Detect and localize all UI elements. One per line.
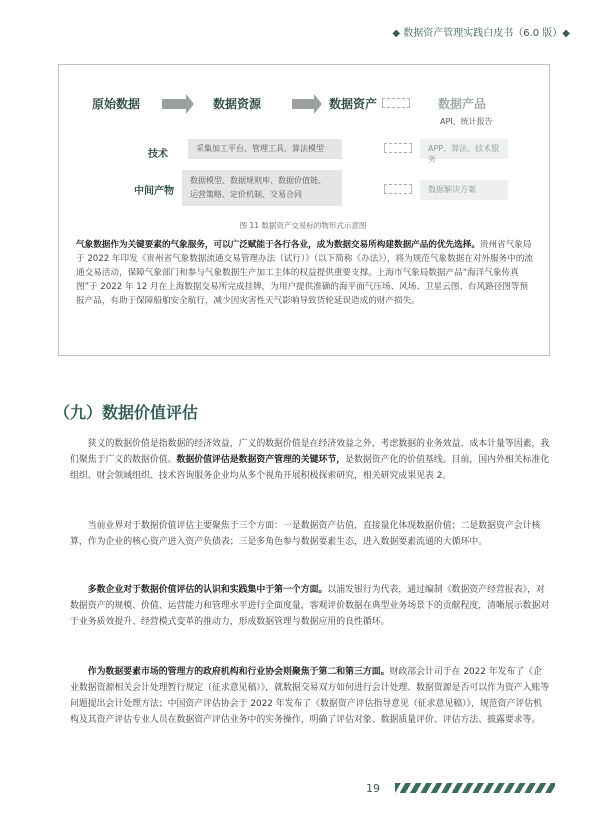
tech-product: APP、算法、技术服务 <box>420 139 508 159</box>
paragraph-4-body: 财政部会计司于在 2022 年发布了《企业数据资源相关会计处理暂行规定（征求意见稿）》，就数据交易双方如何进行会计处理、数据资源是否可以作为资产入账等问题提出会计处理方法；中国资产评估协会于 2022 年发布了《数据资产评估指导意见（征求意见稿）》，规范资产评估机构及其资产评估专业人员在数据资产评估业务中的实务操作，明确了评估对象、数据质量评价、评估方法、披露要求等。 <box>70 667 550 725</box>
intermediate-items-line-1: 数据模型、数据规则库、数据价值链、 <box>190 176 326 185</box>
stage-data-resource: 数据资源 <box>213 97 262 111</box>
paragraph-4-bold: 作为数据要素市场的管理方的政府机构和行业协会则聚焦于第二和第三方面。 <box>87 667 390 677</box>
tech-items: 采集加工平台、管理工具、算法模型 <box>188 139 342 159</box>
intermediate-items-line-2: 运营策略、定价机制、交易合同 <box>190 190 302 199</box>
figure-caption: 图 11 数据资产交易标的物形式示意图 <box>239 221 367 230</box>
paragraph-3-body: 以浦发银行为代表，通过编制《数据资产经营报表》，对数据资产的规模、价值、运营能力和管理水平进行全面度量，客观评价数据在典型业务场景下的贡献程度，清晰展示数据对于业务质效提升、经营模式变革的推动力，形成数据管理与数据应用的良性循环。 <box>70 585 550 627</box>
stage-data-product: 数据产品 <box>438 97 487 111</box>
case-note-body: 贵州省气象局于 2022 年印发《贵州省气象数据流通交易管理办法（试行）》（以下简称《办法》），将为规范气象数据在对外服务中的流通交易活动，保障气象部门和参与气象数据生产加工主体的权益提供重要支撑。上海市气象局数据产品“海洋气象传真图”于 2022 年 12 月在上海数据交易所完成挂牌，为用户提供准确的海平面气压场、风场、卫星云图、台风路径图等预报产品，有助于保障船舶安全航行，减少因灾害性天气影响导致货轮延误造成的财产损失。 <box>76 240 534 306</box>
intermediate-product: 数据解决方案 <box>420 180 508 200</box>
dashed-arrow-icon <box>384 143 412 153</box>
paragraph-1-c: 是数据资产化的价值基线。目前，国内外相关标准化组织、财会领域组织、技术咨询服务企业均从多个视角开展积极探索研究，相关研究成果见表 2。 <box>70 455 550 481</box>
arrow-icon <box>162 99 186 109</box>
paragraph-1 <box>70 436 550 484</box>
paragraph-3-bold: 多数企业对于数据价值评估的认识和实践集中于第一个方面。 <box>87 585 328 595</box>
paragraph-4 <box>70 664 550 728</box>
tech-label: 技术 <box>148 149 168 160</box>
paragraph-2: 当前业界对于数据价值评估主要聚焦于三个方面：一是数据资产估值，直接量化体现数据价值；二是数据资产会计核算，作为企业的核心资产进入资产负债表；三是多角色参与数据要素生态，进入数据要素流通的大循环中。 <box>70 521 541 547</box>
intermediate-items <box>182 170 342 206</box>
page-number: 19 <box>366 782 380 795</box>
intermediate-label: 中间产物 <box>134 186 174 197</box>
product-subtitle: API、统计报告 <box>440 117 493 126</box>
footer-stripes <box>395 783 555 793</box>
paragraph-1-bold: 数据价值评估是数据资产管理的关键环节， <box>176 455 346 465</box>
stage-raw-data: 原始数据 <box>92 97 141 111</box>
dashed-arrow-icon <box>384 184 412 194</box>
section-heading: （九）数据价值评估 <box>54 403 199 422</box>
dashed-arrow-icon <box>382 98 410 108</box>
paragraph-3 <box>70 582 550 630</box>
stage-data-asset: 数据资产 <box>329 97 378 111</box>
running-header: ◆ 数据资产管理实践白皮书（6.0 版）◆ <box>392 28 570 39</box>
case-note <box>76 238 536 308</box>
arrow-icon <box>292 99 314 109</box>
case-note-lead: 气象数据作为关键要素的气象服务，可以广泛赋能于各行各业，成为数据交易所构建数据产品的优先选择。 <box>76 240 480 250</box>
paragraph-1-a: 狭义的数据价值是指数据的经济效益，广义的数据价值是在经济效益之外，考虑数据的业务效益、成本计量等因素，我们聚焦于广义的数据价值。 <box>70 439 550 465</box>
